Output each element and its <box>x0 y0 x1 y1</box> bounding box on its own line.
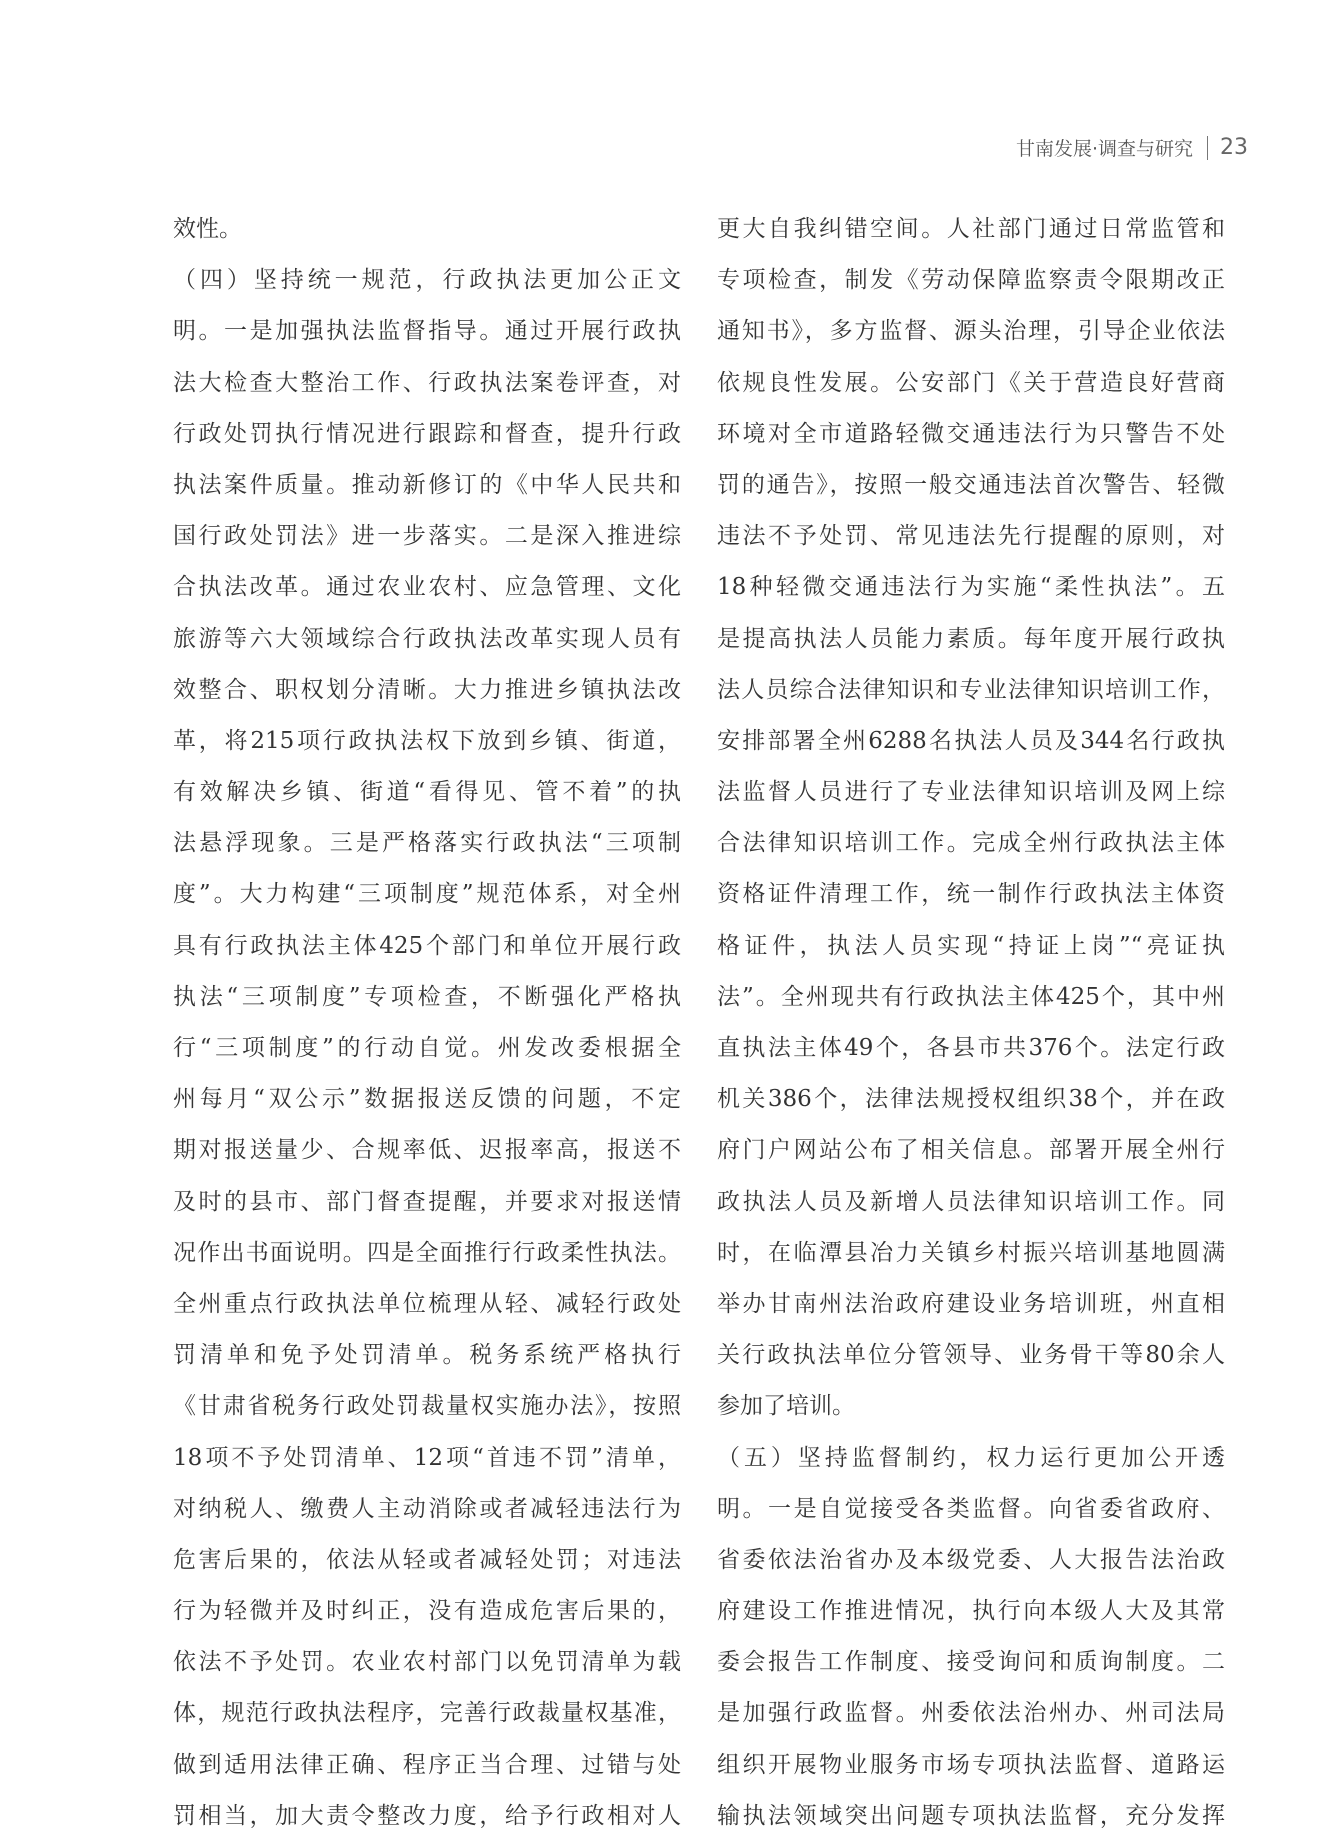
text-line: 明。一是加强执法监督指导。通过开展行政执 <box>173 318 681 345</box>
text-line: 更大自我纠错空间。人社部门通过日常监管和 <box>717 216 1225 242</box>
text-line: 是加强行政监督。州委依法治州办、州司法局 <box>717 1700 1225 1727</box>
text-line: 政执法人员及新增人员法律知识培训工作。同 <box>717 1188 1225 1215</box>
text-line: 时，在临潭县冶力关镇乡村振兴培训基地圆满 <box>717 1239 1225 1266</box>
text-line: 行“三项制度”的行动自觉。州发改委根据全 <box>173 1035 681 1061</box>
text-line: 行为轻微并及时纠正，没有造成危害后果的， <box>173 1598 681 1625</box>
running-header <box>1016 134 1248 161</box>
text-line: 效整合、职权划分清晰。大力推进乡镇执法改 <box>173 676 681 703</box>
text-line: 合执法改革。通过农业农村、应急管理、文化 <box>173 574 681 601</box>
page-number: 23 <box>1220 135 1248 160</box>
text-line: 革，将215项行政执法权下放到乡镇、街道， <box>173 727 681 754</box>
text-line: 执法“三项制度”专项检查，不断强化严格执 <box>173 983 681 1010</box>
text-line: 度”。大力构建“三项制度”规范体系，对全州 <box>173 881 681 908</box>
text-line: 举办甘南州法治政府建设业务培训班，州直相 <box>717 1290 1225 1317</box>
text-line: 期对报送量少、合规率低、迟报率高，报送不 <box>173 1137 681 1164</box>
text-line: 委会报告工作制度、接受询问和质询制度。二 <box>717 1649 1225 1676</box>
text-line: （五）坚持监督制约，权力运行更加公开透 <box>717 1444 1225 1471</box>
text-line: 府建设工作推进情况，执行向本级人大及其常 <box>717 1598 1225 1625</box>
text-line: 效性。 <box>173 216 242 242</box>
text-line: 及时的县市、部门督查提醒，并要求对报送情 <box>173 1188 681 1215</box>
text-line: 18种轻微交通违法行为实施“柔性执法”。五 <box>717 574 1225 601</box>
text-line: 旅游等六大领域综合行政执法改革实现人员有 <box>173 625 681 652</box>
text-line: 是提高执法人员能力素质。每年度开展行政执 <box>717 625 1225 652</box>
text-line: 省委依法治省办及本级党委、人大报告法治政 <box>717 1546 1225 1573</box>
text-line: 专项检查，制发《劳动保障监察责令限期改正 <box>717 267 1225 294</box>
text-line: 输执法领域突出问题专项执法监督，充分发挥 <box>717 1802 1225 1829</box>
text-line: 况作出书面说明。四是全面推行行政柔性执法。 <box>173 1239 681 1266</box>
text-line: 依规良性发展。公安部门《关于营造良好营商 <box>717 369 1225 396</box>
text-line: 国行政处罚法》进一步落实。二是深入推进综 <box>173 523 681 550</box>
text-line: 资格证件清理工作，统一制作行政执法主体资 <box>717 881 1225 908</box>
text-line: 罚的通告》，按照一般交通违法首次警告、轻微 <box>717 471 1225 498</box>
text-line: 执法案件质量。推动新修订的《中华人民共和 <box>173 471 681 498</box>
text-line: 格证件，执法人员实现“持证上岗”“亮证执 <box>717 932 1225 959</box>
text-line: 法人员综合法律知识和专业法律知识培训工作， <box>717 676 1225 703</box>
text-line: 府门户网站公布了相关信息。部署开展全州行 <box>717 1137 1225 1164</box>
text-line: 体，规范行政执法程序，完善行政裁量权基准， <box>173 1700 681 1727</box>
text-line: 对纳税人、缴费人主动消除或者减轻违法行为 <box>173 1495 681 1522</box>
text-line: 直执法主体49个，各县市共376个。法定行政 <box>717 1035 1225 1061</box>
text-line: 合法律知识培训工作。完成全州行政执法主体 <box>717 830 1225 857</box>
text-line: 组织开展物业服务市场专项执法监督、道路运 <box>717 1751 1225 1778</box>
text-line: 危害后果的，依法从轻或者减轻处罚；对违法 <box>173 1546 681 1573</box>
text-line: 州每月“双公示”数据报送反馈的问题，不定 <box>173 1086 681 1113</box>
text-line: 做到适用法律正确、程序正当合理、过错与处 <box>173 1751 681 1778</box>
text-line: 全州重点行政执法单位梳理从轻、减轻行政处 <box>173 1290 681 1317</box>
text-line: 18项不予处罚清单、12项“首违不罚”清单， <box>173 1444 681 1471</box>
text-line: 通知书》，多方监督、源头治理，引导企业依法 <box>717 318 1225 345</box>
text-line: 《甘肃省税务行政处罚裁量权实施办法》，按照 <box>173 1393 681 1420</box>
text-line: 法”。全州现共有行政执法主体425个，其中州 <box>717 983 1225 1010</box>
right-text-column <box>717 204 1225 1842</box>
text-line: 具有行政执法主体425个部门和单位开展行政 <box>173 932 681 959</box>
journal-title: 甘南发展·调查与研究 <box>1015 138 1193 160</box>
text-line: 罚清单和免予处罚清单。税务系统严格执行 <box>173 1342 681 1369</box>
text-line: （四）坚持统一规范，行政执法更加公正文 <box>173 267 681 294</box>
text-line: 依法不予处罚。农业农村部门以免罚清单为载 <box>173 1649 681 1676</box>
text-line: 违法不予处罚、常见违法先行提醒的原则，对 <box>717 523 1225 550</box>
text-line: 罚相当，加大责令整改力度，给予行政相对人 <box>173 1802 681 1829</box>
text-line: 参加了培训。 <box>717 1393 855 1420</box>
text-line: 关行政执法单位分管领导、业务骨干等80余人 <box>717 1342 1225 1369</box>
text-line: 行政处罚执行情况进行跟踪和督查，提升行政 <box>173 420 681 447</box>
text-line: 环境对全市道路轻微交通违法行为只警告不处 <box>717 420 1225 447</box>
text-line: 机关386个，法律法规授权组织38个，并在政 <box>717 1086 1225 1113</box>
text-line: 有效解决乡镇、街道“看得见、管不着”的执 <box>173 779 681 806</box>
text-line: 法大检查大整治工作、行政执法案卷评查，对 <box>173 369 681 396</box>
header-divider <box>1207 136 1208 160</box>
left-text-column <box>173 204 681 1842</box>
text-line: 法悬浮现象。三是严格落实行政执法“三项制 <box>173 830 681 857</box>
text-line: 安排部署全州6288名执法人员及344名行政执 <box>717 727 1225 754</box>
text-line: 法监督人员进行了专业法律知识培训及网上综 <box>717 779 1225 806</box>
text-line: 明。一是自觉接受各类监督。向省委省政府、 <box>717 1495 1225 1522</box>
